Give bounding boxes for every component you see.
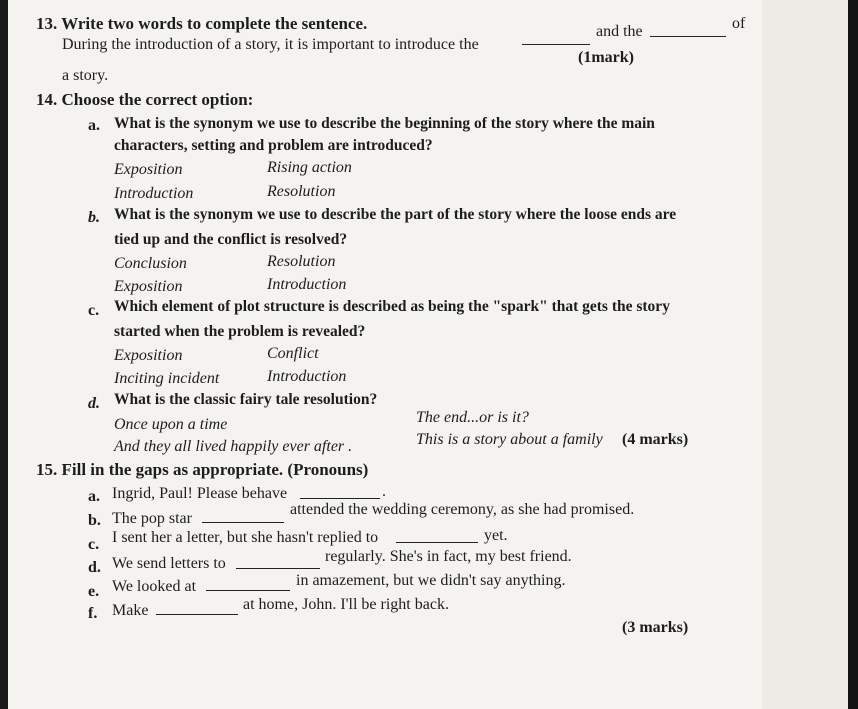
q15e-before: We looked at [112, 578, 197, 595]
q14d-question-line1: What is the classic fairy tale resolution? [114, 391, 378, 408]
q14a-option[interactable]: Resolution [267, 183, 336, 200]
q15b-blank[interactable] [202, 508, 284, 523]
q14c-question-line2: started when the problem is revealed? [114, 323, 366, 340]
q14c-option[interactable]: Inciting incident [114, 370, 220, 387]
q13-marks: (1mark) [578, 49, 634, 66]
q14a-question-line2: characters, setting and problem are introduced? [114, 137, 433, 154]
q14-marks: (4 marks) [622, 431, 689, 448]
q14b-option[interactable]: Introduction [267, 276, 347, 293]
q15d-letter: d. [88, 559, 101, 576]
q14b-letter: b. [88, 209, 100, 226]
q15d-after: regularly. She's in fact, my best friend. [325, 548, 572, 565]
q15b-after: attended the wedding ceremony, as she had promised. [290, 501, 635, 518]
q15-marks: (3 marks) [622, 619, 689, 636]
q14a-question-line1: What is the synonym we use to describe the beginning of the story where the main [114, 115, 655, 132]
q15d-blank[interactable] [236, 554, 320, 569]
q15f-letter: f. [88, 605, 98, 622]
q14d-option[interactable]: And they all lived happily ever after . [114, 438, 353, 455]
q14c-option[interactable]: Introduction [267, 368, 347, 385]
q14a-letter: a. [88, 117, 100, 134]
q14c-option[interactable]: Conflict [267, 345, 319, 362]
q15d-before: We send letters to [112, 555, 226, 572]
page-right-edge [848, 0, 858, 709]
q13-blank-1[interactable] [522, 30, 590, 45]
q14a-option[interactable]: Exposition [114, 161, 183, 178]
page-right-margin [762, 0, 858, 709]
q14d-option[interactable]: Once upon a time [114, 416, 228, 433]
q15f-after: at home, John. I'll be right back. [243, 596, 449, 613]
q14d-letter: d. [88, 395, 100, 412]
q14b-question-line2: tied up and the conflict is resolved? [114, 231, 348, 248]
q14c-letter: c. [88, 302, 100, 319]
q14b-question-line1: What is the synonym we use to describe the part of the story where the loose ends are [114, 206, 677, 223]
q15a-before: Ingrid, Paul! Please behave [112, 485, 288, 502]
q13-title: 13. Write two words to complete the sentence. [36, 14, 368, 33]
q14d-option[interactable]: This is a story about a family [416, 431, 603, 448]
page-left-edge [0, 0, 8, 709]
q15e-after: in amazement, but we didn't say anything. [296, 572, 566, 589]
q14b-option[interactable]: Exposition [114, 278, 183, 295]
q15e-letter: e. [88, 583, 100, 600]
q13-a-story: a story. [62, 67, 109, 84]
q15a-blank[interactable] [300, 484, 380, 499]
q13-sentence-start: During the introduction of a story, it is important to introduce the [62, 36, 479, 53]
q14a-option[interactable]: Introduction [114, 185, 194, 202]
q14d-option[interactable]: The end...or is it? [416, 409, 529, 426]
q15b-letter: b. [88, 512, 101, 529]
q14b-option[interactable]: Resolution [267, 253, 336, 270]
q15c-after: yet. [484, 527, 508, 544]
q13-of: of [732, 15, 746, 32]
q15f-blank[interactable] [156, 600, 238, 615]
q13-sentence [62, 35, 479, 55]
q15e-blank[interactable] [206, 576, 290, 591]
q15c-blank[interactable] [396, 528, 478, 543]
q15f-before: Make [112, 602, 149, 619]
q14b-option[interactable]: Conclusion [114, 255, 187, 272]
q14a-option[interactable]: Rising action [267, 159, 352, 176]
q15a-after: . [382, 483, 386, 500]
q15a-letter: a. [88, 488, 100, 505]
q15b-before: The pop star [112, 510, 192, 527]
q14-title: 14. Choose the correct option: [36, 90, 254, 109]
q13-and-the: and the [596, 23, 643, 40]
q15c-letter: c. [88, 536, 100, 553]
q14c-option[interactable]: Exposition [114, 347, 183, 364]
q14c-question-line1: Which element of plot structure is described as being the "spark" that gets the story [114, 298, 670, 315]
q15-title: 15. Fill in the gaps as appropriate. (Pronouns) [36, 460, 369, 479]
q15c-before: I sent her a letter, but she hasn't replied to [112, 529, 379, 546]
q13-blank-2[interactable] [650, 22, 726, 37]
